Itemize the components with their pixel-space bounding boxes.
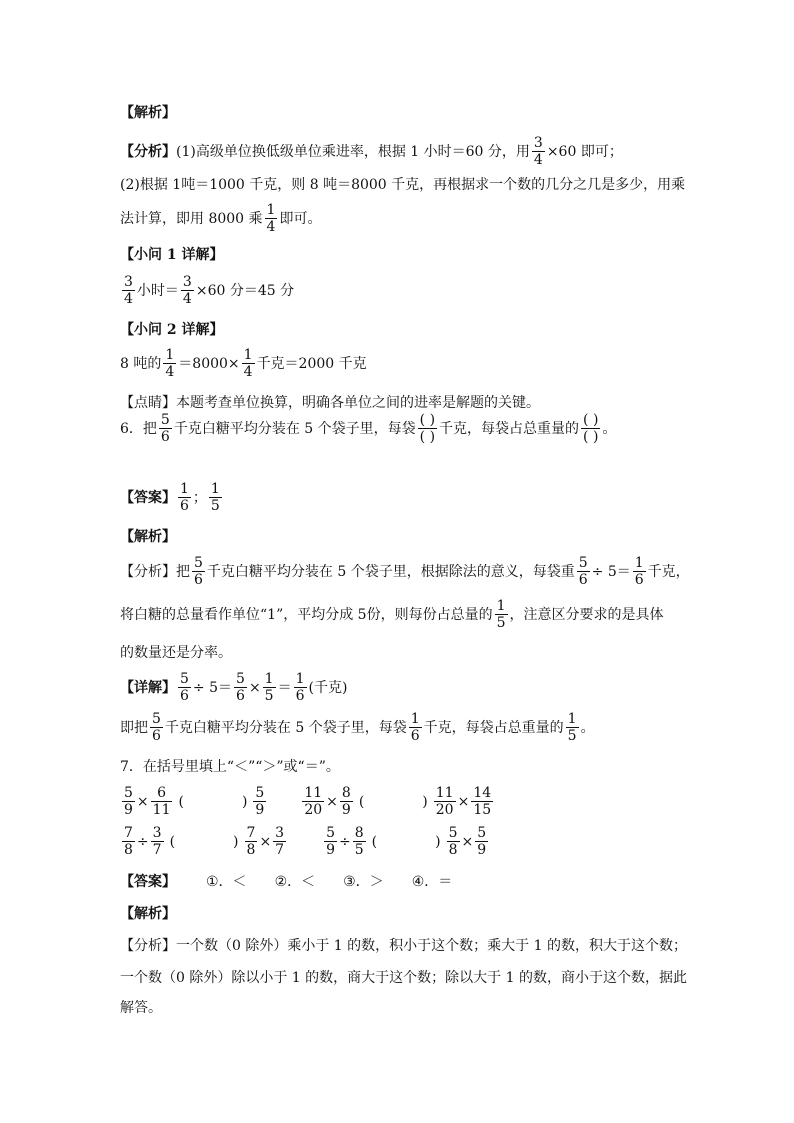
fraction-1-6: $\frac{1}{6}$: [410, 711, 420, 744]
fraction-5-8: $\frac{5}{8}$: [448, 825, 458, 858]
fraction-5-9: $\frac{5}{9}$: [477, 825, 487, 858]
fraction-5-9: $\frac{5}{9}$: [124, 785, 133, 818]
blank-fraction: $\frac{( )}{( )}$: [419, 412, 436, 445]
q7-row-1: $\frac{5}{9}$ × $\frac{6}{11}$ ( ) $\frac{5}{9}$ $\frac{11}{20}$ × $\frac{8}{9}$ ( ) $\frac{11}{20}$ × $\frac{14}{15}$: [124, 785, 492, 818]
blank-open-paren: (: [178, 793, 184, 810]
blank-open-paren: (: [371, 833, 378, 850]
fenxi-7-line3: 解答。: [120, 1000, 162, 1016]
sub-question-1-heading: 【小问 1 详解】: [120, 247, 224, 263]
fraction-1-5: $\frac{1}{5}$: [567, 711, 577, 744]
question-6: 6．把 $\frac{5}{6}$ 千克白糖平均分装在 5 个袋子里，每袋 $\frac{( )}{( )}$ 千克，每袋占总重量的 $\frac{( )}{( )}$ 。: [120, 412, 617, 445]
conclusion-6: 即把 $\frac{5}{6}$ 千克白糖平均分装在 5 个袋子里，每袋 $\frac{1}{6}$ 千克，每袋占总重量的 $\frac{1}{5}$ 。: [120, 711, 595, 744]
fenxi-6-line3: 的数量还是分率。: [120, 645, 232, 661]
fraction-5-6: $\frac{5}{6}$: [578, 555, 588, 588]
fraction-8-5: $\frac{8}{5}$: [354, 825, 364, 858]
fraction-11-20: $\frac{11}{20}$: [304, 785, 323, 818]
sub-question-1-solution: $\frac{3}{4}$ 小时＝ $\frac{3}{4}$ ×60 分＝45 分: [124, 274, 295, 307]
fraction-3-7: $\frac{3}{7}$: [152, 825, 162, 858]
jiexi-heading-7: 【解析】: [120, 906, 176, 922]
blank-fraction: $\frac{( )}{( )}$: [583, 412, 599, 445]
fraction-7-8: $\frac{7}{8}$: [246, 825, 256, 858]
fraction-5-6: $\frac{5}{6}$: [194, 555, 203, 588]
answer-6: 【答案】 $\frac{1}{6}$ ； $\frac{1}{5}$: [120, 481, 220, 514]
fraction-1-4: $\frac{1}{4}$: [266, 202, 276, 235]
fraction-5-6: $\frac{5}{6}$: [180, 671, 189, 704]
blank-close-paren: ): [241, 793, 248, 810]
fenxi-7-line2: 一个数（0 除外）除以小于 1 的数，商大于这个数；除以大于 1 的数，商小于这个数，据此: [120, 970, 687, 986]
fraction-5-6: $\frac{5}{6}$: [152, 711, 161, 744]
fraction-11-20: $\frac{11}{20}$: [435, 785, 454, 818]
fraction-1-6: $\frac{1}{6}$: [180, 481, 189, 514]
blank-close-paren: ): [422, 793, 428, 810]
sub-question-2-heading: 【小问 2 详解】: [120, 322, 224, 338]
fraction-1-6: $\frac{1}{6}$: [295, 671, 305, 704]
fraction-1-5: $\frac{1}{5}$: [264, 671, 274, 704]
fraction-3-7: $\frac{3}{7}$: [275, 825, 285, 858]
fraction-1-5: $\frac{1}{5}$: [496, 598, 506, 631]
fraction-1-4: $\frac{1}{4}$: [165, 347, 175, 380]
answer-7: 【答案】 ①．＜ ②．＜ ③．＞ ④．＝: [120, 874, 453, 890]
fraction-1-5: $\frac{1}{5}$: [210, 481, 220, 514]
jiexi-heading: 【解析】: [120, 105, 176, 121]
fraction-8-9: $\frac{8}{9}$: [341, 785, 351, 818]
jiexi-heading-6: 【解析】: [120, 529, 176, 545]
fenxi-7-line1: 【分析】一个数（0 除外）乘小于 1 的数，积小于这个数；乘大于 1 的数，积大于这个数；: [120, 938, 687, 954]
fraction-3-4: $\frac{3}{4}$: [182, 274, 192, 307]
fraction-1-6: $\frac{1}{6}$: [634, 555, 644, 588]
fraction-7-8: $\frac{7}{8}$: [124, 825, 133, 858]
fraction-5-6: $\frac{5}{6}$: [160, 412, 170, 445]
fraction-1-4: $\frac{1}{4}$: [243, 347, 253, 380]
question-7-title: 7．在括号里填上“＜”“＞”或“＝”。: [120, 759, 340, 775]
blank-open-paren: (: [169, 833, 176, 850]
fenxi-paragraph-line3: 法计算，即用 8000 乘 $\frac{1}{4}$ 即可。: [120, 202, 322, 235]
fraction-5-6: $\frac{5}{6}$: [236, 671, 245, 704]
blank-close-paren: ): [435, 833, 441, 850]
fraction-3-4: $\frac{3}{4}$: [124, 274, 133, 307]
q7-row-2: $\frac{7}{8}$ ÷ $\frac{3}{7}$ ( ) $\frac{7}{8}$ × $\frac{3}{7}$ $\frac{5}{9}$ ÷ $\frac{8}{5}$ ( ) $\frac{5}{8}$ × $\frac{5}{9}$: [124, 825, 487, 858]
fenxi-6-line2: 将白糖的总量看作单位“1”，平均分成 5份，则每份占总量的 $\frac{1}{5}$ ，注意区分要求的是具体: [120, 598, 664, 631]
fraction-3-4: $\frac{3}{4}$: [533, 135, 543, 168]
fraction-14-15: $\frac{14}{15}$: [473, 785, 492, 818]
blank-open-paren: (: [358, 793, 365, 810]
blank-close-paren: ): [233, 833, 239, 850]
fraction-5-9: $\frac{5}{9}$: [326, 825, 336, 858]
dianjing-paragraph: 【点睛】本题考查单位换算，明确各单位之间的进率是解题的关键。: [120, 395, 540, 411]
xiangjie-6: 【详解】 $\frac{5}{6}$ ÷ 5＝ $\frac{5}{6}$ × $\frac{1}{5}$ ＝ $\frac{1}{6}$ (千克): [120, 671, 348, 704]
fenxi-paragraph-line2: (2)根据 1吨＝1000 千克，则 8 吨＝8000 千克，再根据求一个数的几分之几是多少，用乘: [120, 177, 686, 193]
fenxi-paragraph-line1: 【分析】 (1)高级单位换低级单位乘进率，根据 1 小时＝60 分，用 $\frac{3}{4}$ ×60 即可；: [120, 135, 623, 168]
fenxi-6-line1: 【分析】把 $\frac{5}{6}$ 千克白糖平均分装在 5 个袋子里，根据除法的意义，每袋重 $\frac{5}{6}$ ÷ 5＝ $\frac{1}{6}$ 千克，: [120, 555, 690, 588]
fraction-5-9: $\frac{5}{9}$: [255, 785, 265, 818]
sub-question-2-solution: 8 吨的 $\frac{1}{4}$ ＝8000× $\frac{1}{4}$ 千克＝2000 千克: [120, 347, 367, 380]
fraction-6-11: $\frac{6}{11}$: [152, 785, 171, 818]
